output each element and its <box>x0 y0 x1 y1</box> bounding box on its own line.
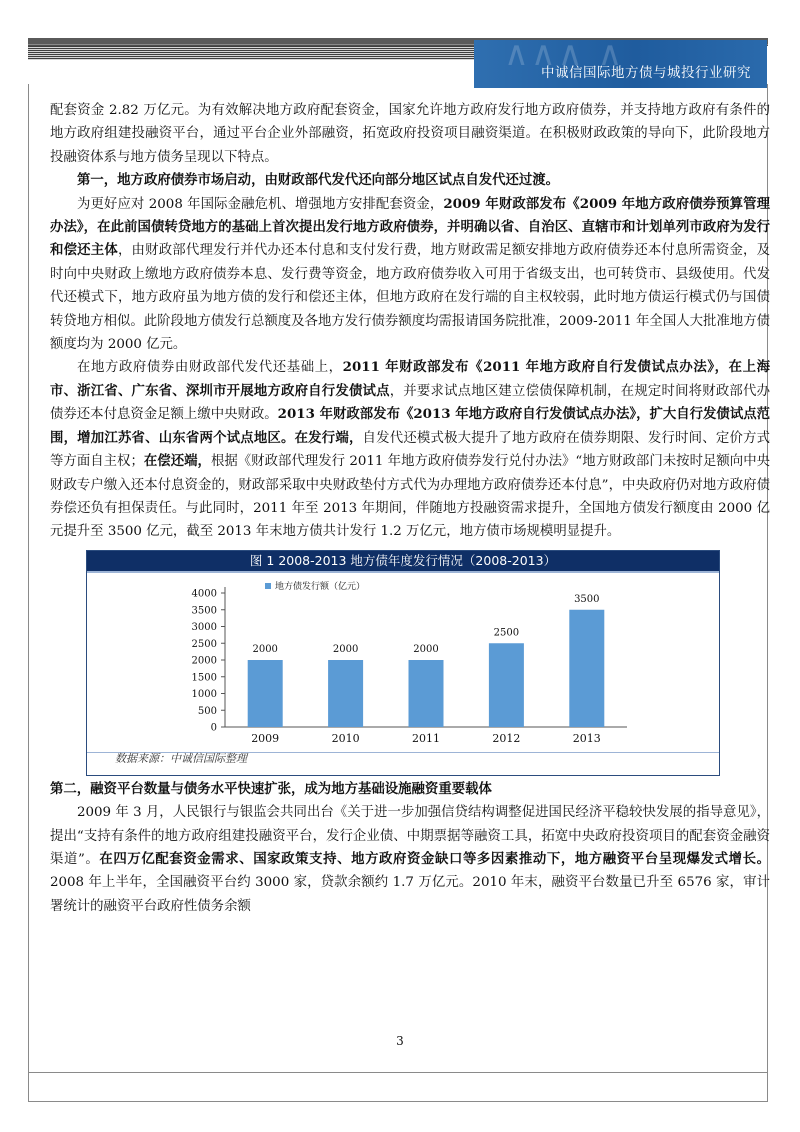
bar <box>569 609 604 726</box>
bar <box>328 660 363 727</box>
y-tick-label: 3500 <box>191 604 217 616</box>
y-tick-label: 1000 <box>191 688 217 700</box>
chart-figure <box>86 550 720 776</box>
paragraph <box>50 356 770 543</box>
y-tick-label: 3000 <box>191 621 217 633</box>
bar <box>409 660 444 727</box>
bar-data-label: 2000 <box>413 643 439 655</box>
x-tick-label: 2012 <box>492 731 521 745</box>
x-tick-label: 2010 <box>331 731 360 745</box>
paragraph <box>50 801 770 918</box>
header-title: 中诚信国际地方债与城投行业研究 <box>541 65 751 81</box>
y-tick-label: 2500 <box>191 638 217 650</box>
header-banner <box>474 40 767 88</box>
paragraph: 配套资金 2.82 万亿元。为有效解决地方政府配套资金，国家允许地方政府发行地方政府债券，并支持地方政府有条件的地方政府组建投融资平台，通过平台企业外部融资，拓宽政府投资项目融资渠道。在积极财政政策的导向下，此阶段地方投融资体系与地方债务呈现以下特点。 <box>50 103 770 165</box>
banner-watermark-graphic: ∧∧∧ ∧ <box>504 40 625 74</box>
y-tick-label: 4000 <box>191 588 217 600</box>
x-tick-label: 2009 <box>251 731 280 745</box>
bar <box>489 643 524 727</box>
chart-title: 图 1 2008-2013 地方债年度发行情况（2008-2013） <box>87 551 719 573</box>
paragraph-text: 为更好应对 2008 年国际金融危机、增强地方安排配套资金， <box>77 196 444 212</box>
y-tick-label: 0 <box>210 722 217 734</box>
paragraph-text: 在地方政府债券由财政部代发代还基础上， <box>77 360 343 376</box>
bar-data-label: 2500 <box>493 626 520 638</box>
paragraph-emphasis: 在偿还端， <box>143 453 211 470</box>
bar-chart <box>87 573 719 753</box>
footer-line <box>28 1072 768 1073</box>
section-heading: 第一，地方政府债券市场启动，由财政部代发代还向部分地区试点自发代还过渡。 <box>77 172 560 189</box>
bar-data-label: 2000 <box>252 643 278 655</box>
x-tick-label: 2013 <box>572 731 601 745</box>
paragraph-emphasis: 2011 年财政部发布《2011 年地方政府自行发债试点办法》，在上海市、浙江省、广东省、深圳市开展地方政府自行发债试点 <box>50 359 770 399</box>
page-number: 3 <box>396 1034 404 1048</box>
y-tick-label: 500 <box>197 705 217 717</box>
paragraph-text: 根据《财政部代理发行 2011 年地方政府债券发行兑付办法》“地方财政部门未按时足额向中央财政专户缴入还本付息资金的，财政部采取中央财政垫付方式代为办理地方政府债券还本付息”，中央政府仍对地方政府债券偿还负有担保责任。与此同时，2011 年至 2013 年期间，伴随地方投融资需求提升，全国地方债发行额度由 2000 亿元提升至 3500 亿元，截至 2013 年末地方债共计发行 1.2 万亿元，地方债市场规模明显提升。 <box>50 454 771 540</box>
x-tick-label: 2011 <box>412 731 440 745</box>
legend-label: 地方债发行额（亿元） <box>275 581 366 592</box>
y-tick-label: 1500 <box>191 671 217 683</box>
legend-swatch <box>265 583 271 589</box>
header-stripes <box>28 46 478 60</box>
bar-data-label: 2000 <box>332 643 359 655</box>
paragraph-text: 2008 年上半年，全国融资平台约 3000 家，贷款余额约 1.7 万亿元。2010 年末，融资平台数量已升至 6576 家，审计署统计的融资平台政府性债务余额 <box>50 875 770 914</box>
paragraph-text: 自发代还模式极大提升了地方政府在债券期限、发行时间、定价方式等方面自主权； <box>50 430 771 470</box>
bar-data-label: 3500 <box>574 593 600 605</box>
section-heading: 第二，融资平台数量与债务水平快速扩张，成为地方基础设施融资重要载体 <box>50 780 492 797</box>
paragraph-emphasis: 2013 年财政部发布《2013 年地方政府自行发债试点办法》，扩大自行发债试点范围，增加江苏省、山东省两个试点地区。在发行端， <box>50 406 770 446</box>
paragraph-text: 2009 年 3 月，人民银行与银监会共同出台《关于进一步加强信贷结构调整促进国民经济平稳较快发展的指导意见》，提出“支持有条件的地方政府组建投融资平台，发行企业债、中期票据等融资工具，拓宽中央政府投资项目的配套资金融资渠道”。 <box>50 805 770 867</box>
paragraph-text: ，并要求试点地区建立偿债保障机制，在规定时间将财政部代办债券还本付息资金足额上缴中央财政。 <box>50 383 771 423</box>
paragraph-emphasis: 在四万亿配套资金需求、国家政策支持、地方政府资金缺口等多因素推动下，地方融资平台呈现爆发式增长。 <box>99 850 770 867</box>
bar <box>248 660 283 727</box>
paragraph-text: ，由财政部代理发行并代办还本付息和支付发行费，地方财政需足额安排地方政府债券还本付息所需资金，及时向中央财政上缴地方政府债券本息、发行费等资金，地方政府债券收入可用于省级支出，也可转贷市、县级使用。代发代还模式下，地方政府虽为地方债的发行和偿还主体，但地方政府在发行端的自主权较弱，此时地方债运行模式仍与国债转贷地方相似。此阶段地方债发行总额度及各地方发行债券额度均需报请国务院批准，2009-2011 年全国人大批准地方债额度均为 2000 亿元。 <box>50 243 771 353</box>
chart-source: 数据来源：中诚信国际整理 <box>115 752 247 766</box>
paragraph-emphasis: 2009 年财政部发布《2009 年地方政府债券预算管理办法》，在此前国债转贷地方的基础上首次提出发行地方政府债券，并明确以省、自治区、直辖市和计划单列市政府为发行和偿还主体 <box>50 195 770 259</box>
paragraph <box>50 193 770 357</box>
document-body <box>50 99 770 918</box>
y-tick-label: 2000 <box>191 655 217 667</box>
